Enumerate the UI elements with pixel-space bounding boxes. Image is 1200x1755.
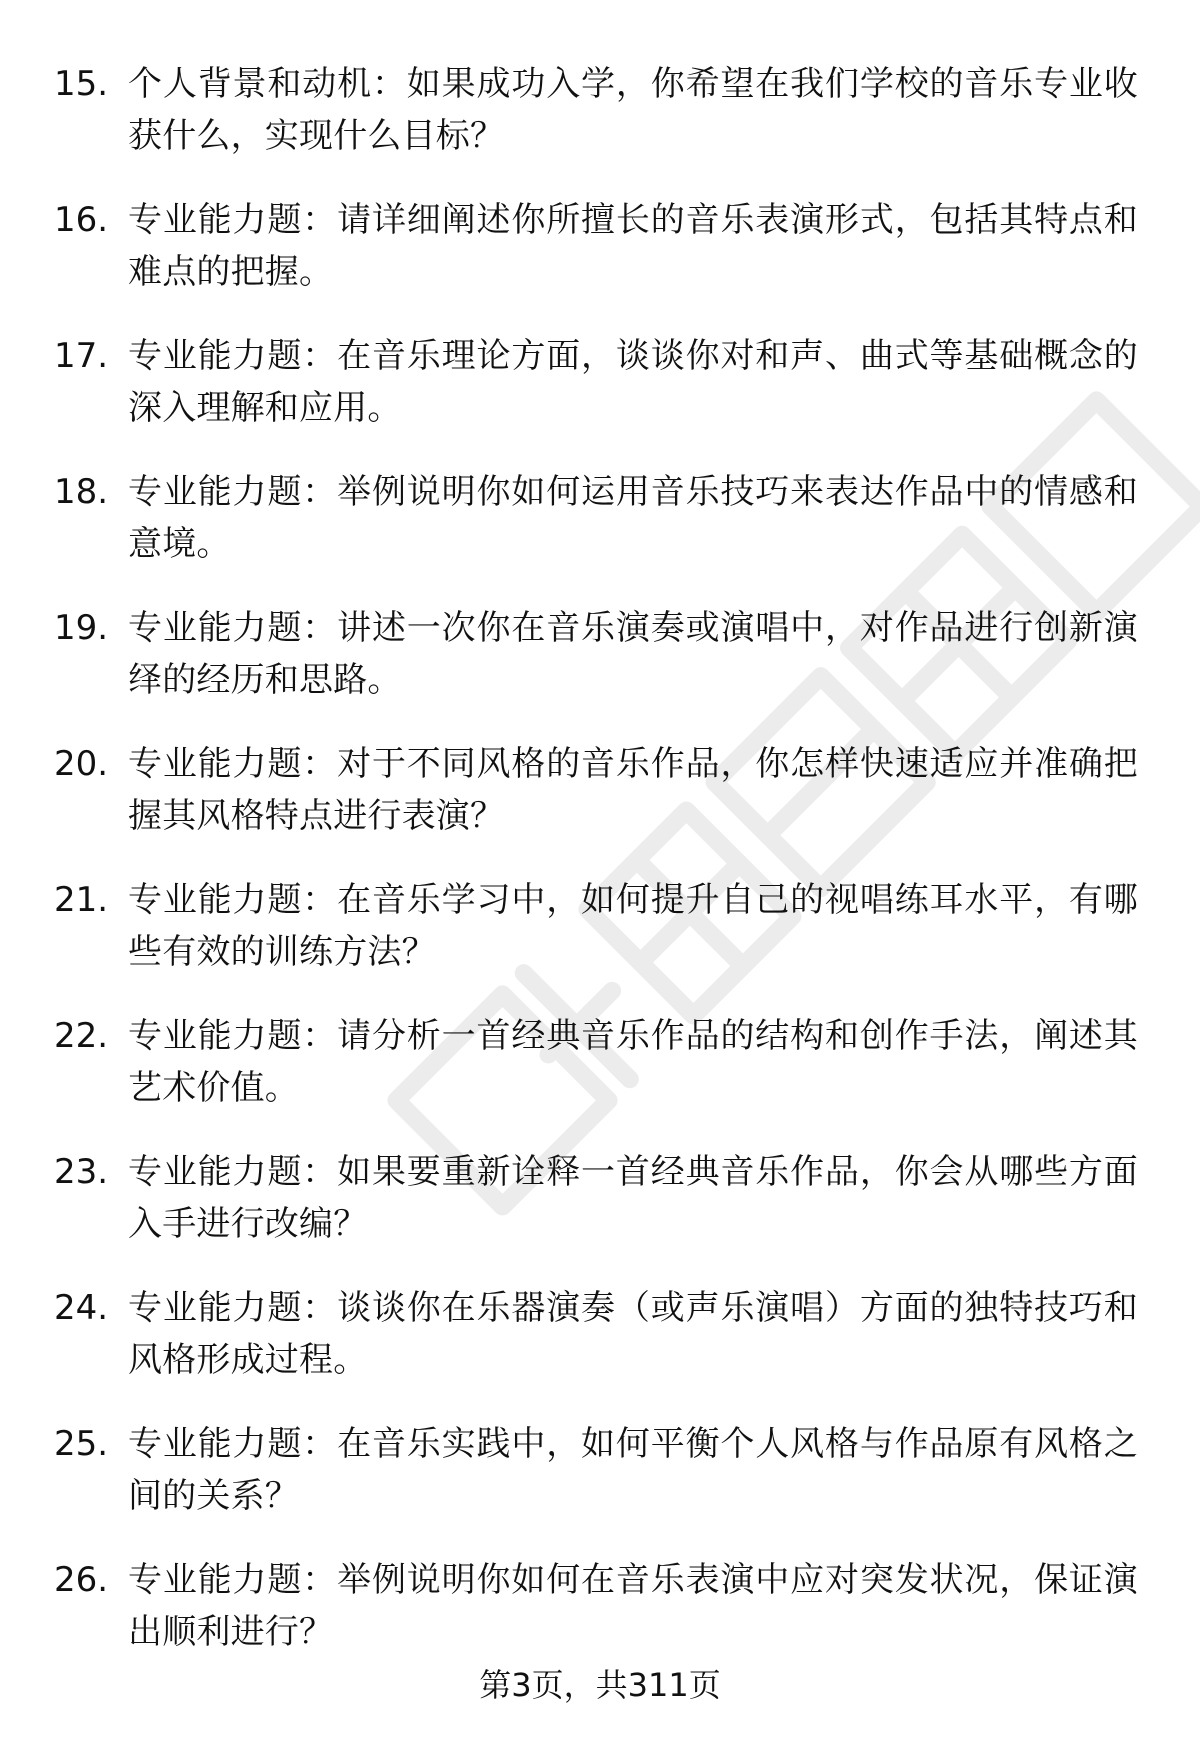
question-text: 专业能力题：举例说明你如何在音乐表演中应对突发状况，保证演出顺利进行？ [128, 1560, 1138, 1652]
question-number: 25. [54, 1424, 109, 1464]
question-item [0, 330, 1200, 466]
question-item [0, 602, 1200, 738]
question-item [0, 1010, 1200, 1146]
question-number: 26. [54, 1560, 109, 1600]
question-list [0, 58, 1200, 1690]
question-item [0, 874, 1200, 1010]
question-item [0, 466, 1200, 602]
question-item [0, 1146, 1200, 1282]
question-text: 专业能力题：请详细阐述你所擅长的音乐表演形式，包括其特点和难点的把握。 [128, 200, 1138, 292]
question-number: 22. [54, 1016, 109, 1056]
question-number: 17. [54, 336, 109, 376]
question-number: 21. [54, 880, 109, 920]
question-text: 专业能力题：请分析一首经典音乐作品的结构和创作手法，阐述其艺术价值。 [128, 1016, 1138, 1108]
question-text: 个人背景和动机：如果成功入学，你希望在我们学校的音乐专业收获什么，实现什么目标？ [128, 64, 1138, 156]
question-text: 专业能力题：在音乐学习中，如何提升自己的视唱练耳水平，有哪些有效的训练方法？ [128, 880, 1138, 972]
question-item [0, 1282, 1200, 1418]
question-text: 专业能力题：讲述一次你在音乐演奏或演唱中，对作品进行创新演绎的经历和思路。 [128, 608, 1138, 700]
question-item [0, 738, 1200, 874]
question-number: 18. [54, 472, 109, 512]
question-number: 16. [54, 200, 109, 240]
question-text: 专业能力题：如果要重新诠释一首经典音乐作品，你会从哪些方面入手进行改编？ [128, 1152, 1138, 1244]
question-number: 20. [54, 744, 109, 784]
question-text: 专业能力题：对于不同风格的音乐作品，你怎样快速适应并准确把握其风格特点进行表演？ [128, 744, 1138, 836]
question-number: 19. [54, 608, 109, 648]
question-item [0, 1418, 1200, 1554]
question-number: 24. [54, 1288, 109, 1328]
question-item [0, 58, 1200, 194]
question-text: 专业能力题：在音乐实践中，如何平衡个人风格与作品原有风格之间的关系？ [128, 1424, 1138, 1516]
question-text: 专业能力题：谈谈你在乐器演奏（或声乐演唱）方面的独特技巧和风格形成过程。 [128, 1288, 1138, 1380]
question-number: 23. [54, 1152, 109, 1192]
question-text: 专业能力题：举例说明你如何运用音乐技巧来表达作品中的情感和意境。 [128, 472, 1138, 564]
page-footer: 第3页，共311页 [479, 1666, 721, 1704]
question-item [0, 194, 1200, 330]
question-text: 专业能力题：在音乐理论方面，谈谈你对和声、曲式等基础概念的深入理解和应用。 [128, 336, 1138, 428]
question-number: 15. [54, 64, 109, 104]
